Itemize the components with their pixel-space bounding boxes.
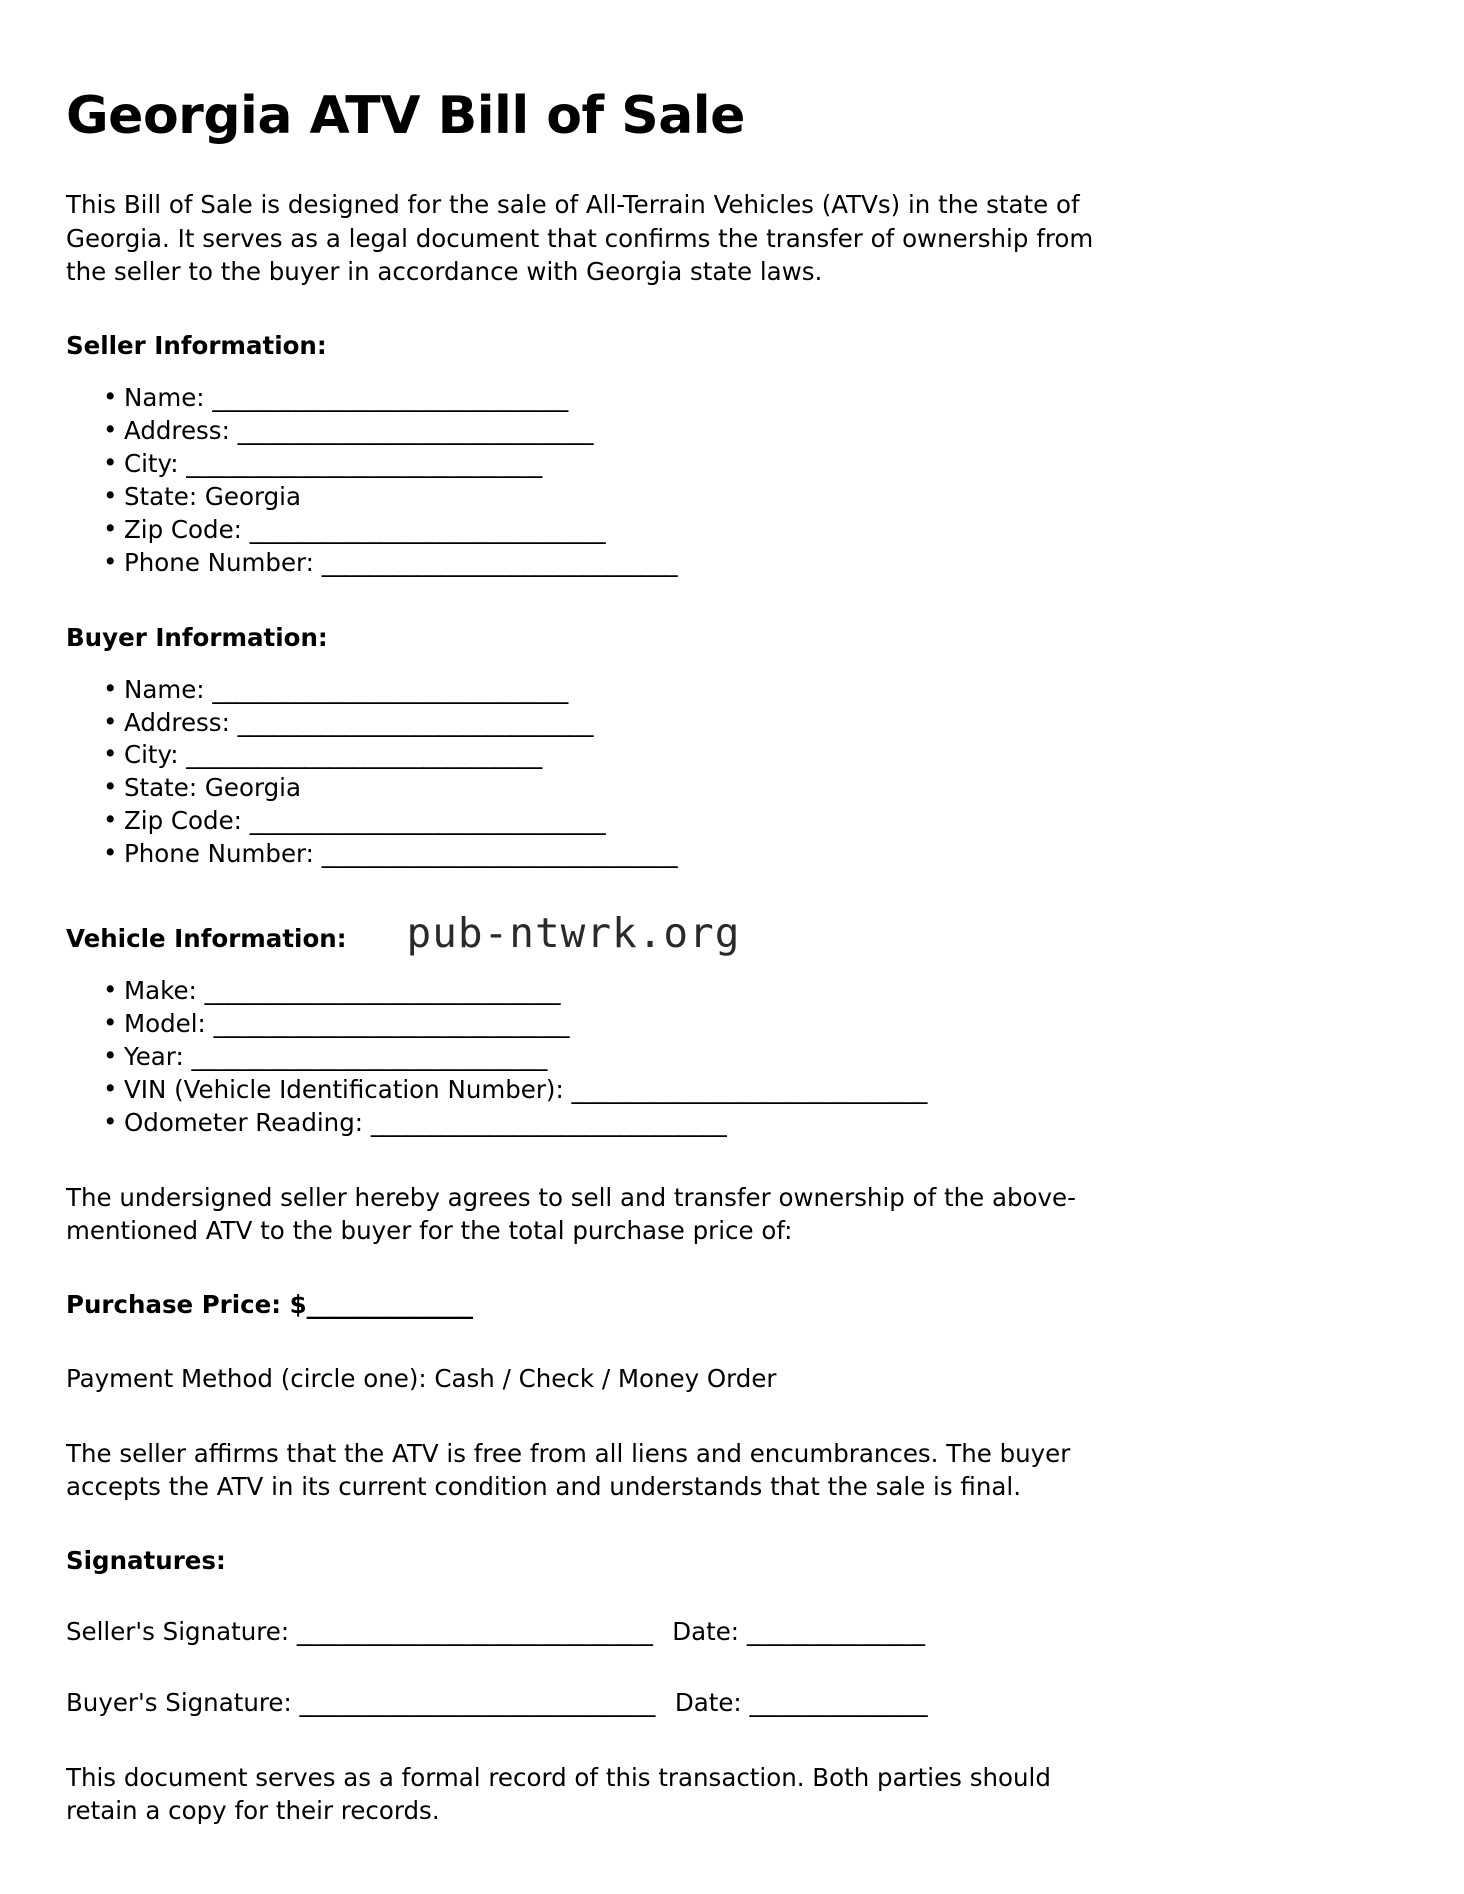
field-label: Make:	[124, 976, 197, 1006]
list-item	[66, 975, 1134, 1008]
page-title: Georgia ATV Bill of Sale	[66, 86, 745, 146]
field-label: Name:	[124, 383, 205, 413]
buyer-signature-label: Buyer's Signature:	[66, 1688, 292, 1718]
buyer-date-blank[interactable]: _______________	[749, 1688, 928, 1718]
buyer-signature-row	[66, 1686, 1134, 1719]
field-blank[interactable]: ______________________________	[237, 707, 594, 737]
field-label: Odometer Reading:	[124, 1107, 364, 1137]
list-item	[66, 448, 1134, 481]
vehicle-information-heading: Vehicle Information:	[66, 924, 347, 954]
list-item	[66, 1074, 1134, 1107]
field-blank[interactable]: ______________________________	[321, 839, 678, 869]
liens-paragraph: The seller affirms that the ATV is free from all liens and encumbrances. The buyer accepts the ATV in its current condition and understands that the sale is final.	[66, 1438, 1071, 1501]
purchase-price-line	[66, 1289, 1134, 1321]
payment-method-line: Payment Method (circle one): Cash / Check / Money Order	[66, 1364, 777, 1394]
seller-information-heading: Seller Information:	[66, 331, 327, 361]
list-item	[66, 382, 1134, 415]
seller-signature-row	[66, 1615, 1134, 1648]
field-label: Name:	[124, 674, 205, 704]
field-label: Year:	[124, 1041, 184, 1071]
purchase-price-blank[interactable]: ______________	[306, 1290, 473, 1320]
seller-date-label: Date:	[672, 1617, 740, 1647]
list-item	[66, 514, 1134, 547]
field-label: City:	[124, 449, 179, 479]
vehicle-information-heading-row	[66, 909, 1134, 958]
field-label: Zip Code:	[124, 806, 242, 836]
field-label: Zip Code:	[124, 514, 242, 544]
buyer-date-label: Date:	[674, 1688, 742, 1718]
field-blank[interactable]: ______________________________	[186, 449, 542, 479]
seller-date-blank[interactable]: _______________	[746, 1617, 925, 1647]
field-blank[interactable]: ______________________________	[186, 740, 542, 770]
field-blank[interactable]: ______________________________	[249, 806, 606, 836]
field-label: Phone Number:	[124, 839, 314, 869]
seller-signature-label: Seller's Signature:	[66, 1617, 290, 1647]
field-blank[interactable]: ______________________________	[204, 976, 561, 1006]
watermark-text: pub-ntwrk.org	[406, 909, 741, 958]
list-item	[66, 1008, 1134, 1041]
field-label: Phone Number:	[124, 547, 314, 577]
field-blank[interactable]: ______________________________	[321, 547, 678, 577]
field-label: State:	[124, 481, 198, 511]
field-label: City:	[124, 740, 179, 770]
field-label: VIN (Vehicle Identification Number):	[124, 1074, 564, 1104]
field-blank[interactable]: ______________________________	[212, 674, 568, 704]
field-blank[interactable]: ______________________________	[370, 1107, 727, 1137]
transfer-paragraph: The undersigned seller hereby agrees to sell and transfer ownership of the above-mentioned ATV to the buyer for the total purchase price of:	[66, 1182, 1076, 1246]
list-item	[66, 674, 1134, 707]
list-item	[66, 415, 1134, 448]
field-blank[interactable]: ______________________________	[571, 1074, 928, 1104]
intro-paragraph: This Bill of Sale is designed for the sale of All-Terrain Vehicles (ATVs) in the state of Georgia. It serves as a legal document that confirms the transfer of ownership from the seller to the buyer in accordance with Georgia state laws.	[66, 190, 1094, 286]
seller-signature-blank[interactable]: ______________________________	[296, 1617, 653, 1647]
list-item	[66, 481, 1134, 514]
list-item	[66, 547, 1134, 580]
buyer-information-heading: Buyer Information:	[66, 622, 328, 652]
field-value: Georgia	[204, 773, 301, 803]
field-blank[interactable]: ______________________________	[213, 1009, 570, 1039]
field-blank[interactable]: ______________________________	[191, 1041, 548, 1071]
list-item	[66, 739, 1134, 772]
list-item	[66, 1107, 1134, 1140]
list-item	[66, 772, 1134, 805]
field-label: Address:	[124, 416, 230, 446]
field-blank[interactable]: ______________________________	[249, 514, 606, 544]
buyer-signature-blank[interactable]: ______________________________	[299, 1688, 656, 1718]
field-value: Georgia	[204, 481, 301, 511]
vehicle-information-list	[66, 975, 1134, 1140]
closing-paragraph: This document serves as a formal record of this transaction. Both parties should retain a copy for their records.	[66, 1762, 1051, 1825]
buyer-information-list	[66, 674, 1134, 872]
field-blank[interactable]: ______________________________	[212, 383, 568, 413]
list-item	[66, 1041, 1134, 1074]
signatures-heading: Signatures:	[66, 1546, 226, 1576]
purchase-price-label: Purchase Price: $	[66, 1290, 307, 1320]
list-item	[66, 805, 1134, 838]
list-item	[66, 707, 1134, 740]
seller-information-list	[66, 382, 1134, 580]
field-label: State:	[124, 773, 198, 803]
field-label: Model:	[124, 1009, 206, 1039]
field-label: Address:	[124, 707, 230, 737]
list-item	[66, 838, 1134, 871]
field-blank[interactable]: ______________________________	[237, 416, 594, 446]
